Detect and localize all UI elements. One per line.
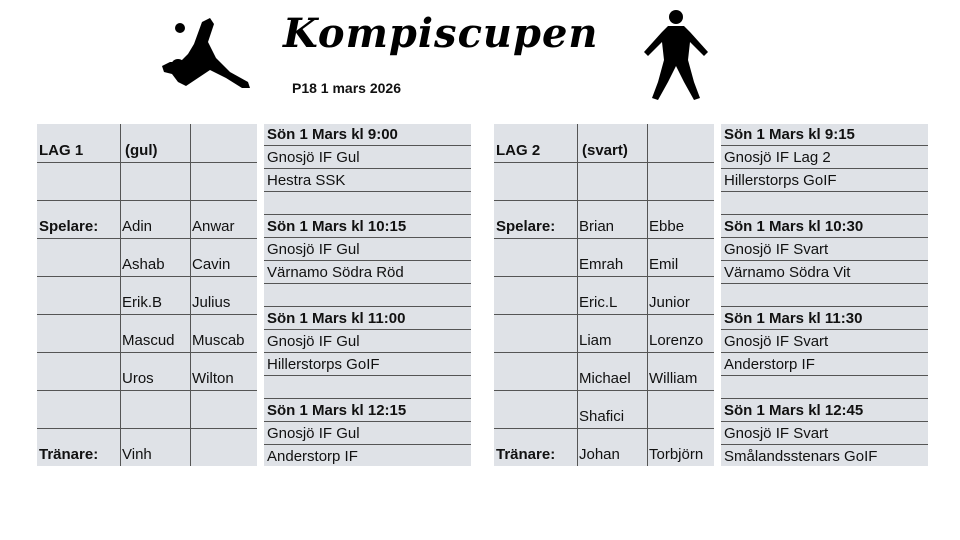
player-name: Junior: [649, 294, 690, 311]
player-name: Michael: [579, 370, 631, 387]
player-name: Anwar: [192, 218, 235, 235]
player-name: Ashab: [122, 256, 165, 273]
match-away-row: Hestra SSK: [264, 170, 471, 192]
player-name: Brian: [579, 218, 615, 235]
match-time-row: Sön 1 Mars kl 12:15: [264, 400, 471, 422]
team-color: (gul): [125, 142, 158, 159]
coach-label: Tränare:: [496, 446, 556, 463]
player-name: Mascud: [122, 332, 175, 349]
player-name: Lorenzo: [649, 332, 704, 349]
match-away-row: Värnamo Södra Röd: [264, 262, 471, 284]
standing-player-icon: [638, 8, 714, 102]
match-home-row: Gnosjö IF Gul: [264, 147, 471, 169]
player-name: Wilton: [192, 370, 234, 387]
match-home-row: Gnosjö IF Svart: [721, 331, 928, 353]
player-name: Adin: [122, 218, 153, 235]
match-time-row: Sön 1 Mars kl 11:00: [264, 308, 471, 330]
player-name: Erik.B: [122, 294, 163, 311]
match-home-row: Gnosjö IF Svart: [721, 239, 928, 261]
match-away-row: Hillerstorps GoIF: [264, 354, 471, 376]
player-name: Ebbe: [649, 218, 685, 235]
player-name: Uros: [122, 370, 154, 387]
match-time-row: Sön 1 Mars kl 10:30: [721, 216, 928, 238]
team-label: LAG 2: [496, 142, 541, 159]
player-name: Shafici: [579, 408, 625, 425]
match-home-row: Gnosjö IF Gul: [264, 423, 471, 445]
match-time-row: Sön 1 Mars kl 11:30: [721, 308, 928, 330]
match-away-row: Smålandsstenars GoIF: [724, 448, 878, 465]
spacer-row: [721, 377, 928, 399]
player-name: Eric.L: [579, 294, 618, 311]
match-time-row: Sön 1 Mars kl 9:00: [264, 124, 471, 146]
spacer-row: [721, 193, 928, 215]
match-away-row: Anderstorp IF: [721, 354, 928, 376]
player-name: Emil: [649, 256, 679, 273]
page-subtitle: P18 1 mars 2026: [292, 80, 401, 96]
match-time-row: Sön 1 Mars kl 9:15: [721, 124, 928, 146]
player-name: Muscab: [192, 332, 245, 349]
match-time-row: Sön 1 Mars kl 10:15: [264, 216, 471, 238]
coach-name: Johan: [579, 446, 620, 463]
coach-name: Torbjörn: [649, 446, 704, 463]
player-name: Liam: [579, 332, 612, 349]
team-2-schedule: [721, 124, 928, 466]
player-name: Julius: [192, 294, 231, 311]
team-1-roster: [37, 124, 257, 466]
match-home-row: Gnosjö IF Gul: [264, 331, 471, 353]
spacer-row: [264, 193, 471, 215]
match-away-row: Värnamo Södra Vit: [721, 262, 928, 284]
page-title: Kompiscupen: [283, 10, 599, 57]
spacer-row: [721, 285, 928, 307]
match-home-row: Gnosjö IF Svart: [721, 423, 928, 445]
bicycle-kick-player-icon: [158, 16, 254, 96]
match-away-row: Anderstorp IF: [267, 448, 358, 465]
match-away-row: Hillerstorps GoIF: [721, 170, 928, 192]
spacer-row: [264, 285, 471, 307]
players-label: Spelare:: [39, 218, 99, 235]
player-name: Cavin: [192, 256, 231, 273]
spacer-row: [264, 377, 471, 399]
coach-label: Tränare:: [39, 446, 99, 463]
player-name: William: [649, 370, 698, 387]
team-label: LAG 1: [39, 142, 84, 159]
team-1-schedule: [264, 124, 471, 466]
match-home-row: Gnosjö IF Gul: [264, 239, 471, 261]
match-time-row: Sön 1 Mars kl 12:45: [721, 400, 928, 422]
team-color: (svart): [582, 142, 628, 159]
team-2-roster: [494, 124, 714, 466]
coach-name: Vinh: [122, 446, 152, 463]
player-name: Emrah: [579, 256, 624, 273]
players-label: Spelare:: [496, 218, 556, 235]
match-home-row: Gnosjö IF Lag 2: [721, 147, 928, 169]
